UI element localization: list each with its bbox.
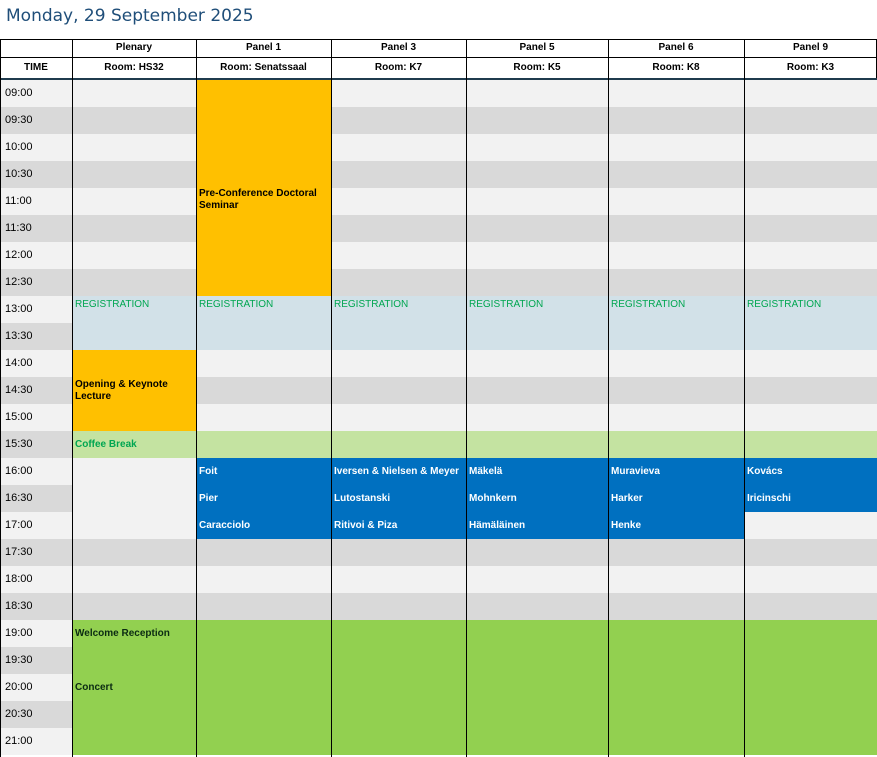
time-label: 14:30 — [5, 384, 33, 396]
time-label: 20:00 — [5, 681, 33, 693]
row-background — [0, 242, 877, 269]
row-background — [72, 485, 196, 512]
session-speaker: Muravieva — [611, 466, 660, 477]
session-speaker: Henke — [611, 520, 642, 531]
page-title: Monday, 29 September 2025 — [6, 6, 254, 26]
time-label: 15:00 — [5, 411, 33, 423]
grid-line — [72, 39, 73, 757]
panel-header: Panel 3 — [380, 42, 417, 53]
time-label: 20:30 — [5, 708, 33, 720]
time-label: 11:30 — [5, 222, 32, 234]
grid-line — [608, 39, 609, 757]
time-label: 11:00 — [5, 195, 32, 207]
row-background — [0, 134, 877, 161]
grid-line — [331, 39, 332, 757]
coffee-break-label: Coffee Break — [75, 439, 137, 450]
time-label: 21:00 — [5, 735, 33, 747]
registration-label: REGISTRATION — [611, 299, 686, 310]
time-label: 16:30 — [5, 492, 33, 504]
row-background — [0, 269, 877, 296]
row-background — [0, 188, 877, 215]
session-speaker: Iversen & Nielsen & Meyer — [334, 466, 460, 477]
row-background — [0, 107, 877, 134]
session-speaker: Foit — [199, 466, 218, 477]
time-label: 14:00 — [5, 357, 33, 369]
pre-conference-label: Pre-Conference Doctoral Seminar — [199, 188, 317, 211]
time-label: 12:30 — [5, 276, 33, 288]
time-label: 10:30 — [5, 168, 33, 180]
registration-label: REGISTRATION — [334, 299, 409, 310]
room-header: Room: K8 — [652, 62, 700, 73]
session-speaker: Lutostanski — [334, 493, 391, 504]
session-speaker: Hämäläinen — [469, 520, 526, 531]
room-header: Room: HS32 — [104, 62, 164, 73]
room-header: Room: K7 — [374, 62, 423, 73]
panel-header: Panel 5 — [519, 42, 555, 53]
time-label: 18:30 — [5, 600, 33, 612]
time-label: 15:30 — [5, 438, 33, 450]
session-speaker: Mohnkern — [469, 493, 517, 504]
registration-label: REGISTRATION — [747, 299, 822, 310]
registration-label: REGISTRATION — [199, 299, 274, 310]
session-speaker: Kovács — [747, 466, 783, 477]
session-speaker: Caracciolo — [199, 520, 251, 531]
time-label: 16:00 — [5, 465, 33, 477]
time-label: 17:00 — [5, 519, 33, 531]
pre-conference-block — [196, 80, 331, 296]
time-label: 12:00 — [5, 249, 33, 261]
concert-label: Concert — [75, 682, 113, 693]
grid-line — [0, 57, 877, 58]
opening-keynote-label: Opening & Keynote Lecture — [75, 379, 168, 402]
registration-label: REGISTRATION — [75, 299, 150, 310]
row-background — [0, 539, 877, 566]
row-background — [72, 512, 196, 539]
time-label: 13:30 — [5, 330, 33, 342]
welcome-reception-label: Welcome Reception — [75, 628, 170, 639]
room-header: Room: K3 — [786, 62, 835, 73]
time-label: 10:00 — [5, 141, 33, 153]
panel-header: Plenary — [115, 42, 153, 53]
row-background — [0, 80, 877, 107]
time-label: 09:00 — [5, 87, 33, 99]
grid-line — [0, 39, 877, 40]
grid-line — [196, 39, 197, 757]
room-header: Room: Senatssaal — [220, 62, 307, 73]
grid-line — [744, 39, 745, 757]
opening-keynote-block — [72, 350, 196, 431]
time-label: 19:00 — [5, 627, 33, 639]
time-label: 13:00 — [5, 303, 33, 315]
session-speaker: Ritivoi & Piza — [334, 520, 398, 531]
row-background — [0, 161, 877, 188]
time-label: 09:30 — [5, 114, 33, 126]
row-background — [0, 566, 877, 593]
registration-label: REGISTRATION — [469, 299, 544, 310]
panel-header: Panel 1 — [245, 42, 282, 53]
panel-header: Panel 6 — [658, 42, 694, 53]
room-header: Room: K5 — [513, 62, 561, 73]
session-speaker: Harker — [611, 493, 643, 504]
time-label: 19:30 — [5, 654, 33, 666]
row-background — [0, 215, 877, 242]
time-label: 17:30 — [5, 546, 33, 558]
grid-line — [466, 39, 467, 757]
session-speaker: Iricinschi — [747, 493, 791, 504]
session-speaker: Mäkelä — [469, 466, 503, 477]
panel-header: Panel 9 — [792, 42, 829, 53]
row-background — [72, 458, 196, 485]
time-header: TIME — [24, 62, 48, 73]
grid-line — [0, 39, 1, 757]
row-background — [0, 593, 877, 620]
time-label: 18:00 — [5, 573, 33, 585]
grid-line — [0, 78, 877, 80]
session-speaker: Pier — [199, 493, 218, 504]
